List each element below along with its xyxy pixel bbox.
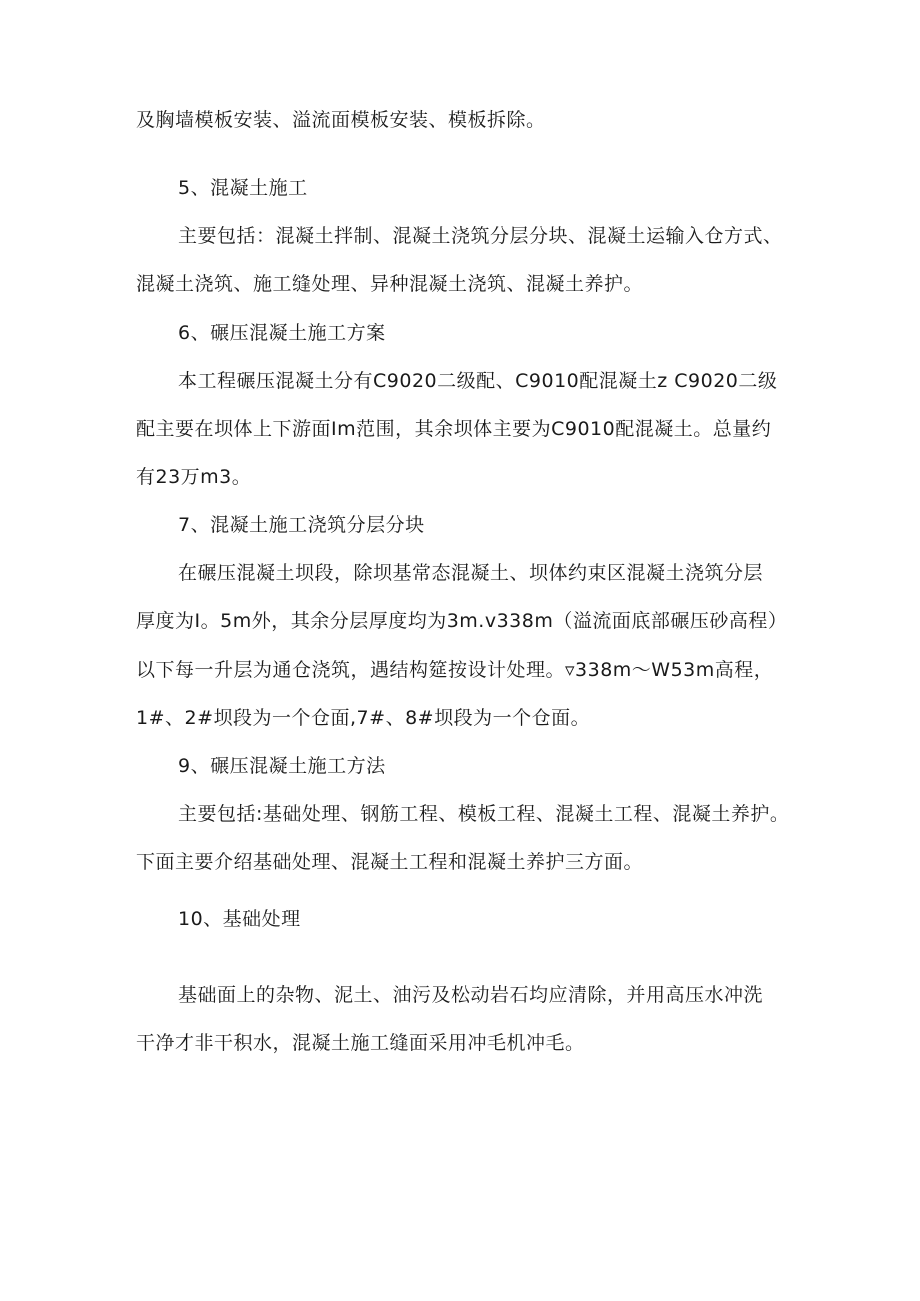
section-heading: 9、碾压混凝土施工方法: [178, 755, 386, 777]
section-heading: 10、基础处理: [178, 908, 301, 930]
paragraph-line: 下面主要介绍基础处理、混凝土工程和混凝土养护三方面。: [136, 851, 644, 873]
paragraph-line: 1#、2#坝段为一个仓面,7#、8#坝段为一个仓面。: [136, 707, 591, 729]
paragraph-line: 本工程碾压混凝土分有C9020二级配、C9010配混凝土z C9020二级: [178, 370, 778, 392]
paragraph-line: 在碾压混凝土坝段，除坝基常态混凝土、坝体约束区混凝土浇筑分层: [178, 562, 764, 584]
section-heading: 7、混凝土施工浇筑分层分块: [178, 514, 425, 536]
section-heading: 5、混凝土施工: [178, 177, 308, 199]
paragraph-line: 主要包括：混凝土拌制、混凝土浇筑分层分块、混凝土运输入仓方式、: [178, 225, 783, 247]
paragraph-line: 有23万m3。: [136, 466, 252, 488]
paragraph-line: 配主要在坝体上下游面Im范围，其余坝体主要为C9010配混凝土。总量约: [136, 418, 772, 440]
paragraph-line: 主要包括:基础处理、钢筋工程、模板工程、混凝土工程、混凝土养护。: [178, 803, 790, 825]
paragraph-line: 混凝土浇筑、施工缝处理、异种混凝土浇筑、混凝土养护。: [136, 273, 644, 295]
paragraph-line: 以下每一升层为通仓浇筑，遇结构筵按设计处理。▿338m～W53m高程，: [136, 659, 774, 681]
section-heading: 6、碾压混凝土施工方案: [178, 322, 386, 344]
paragraph-line: 干净才非干积水，混凝土施工缝面采用冲毛机冲毛。: [136, 1032, 585, 1054]
paragraph-line: 及胸墙模板安装、溢流面模板安装、模板拆除。: [136, 109, 546, 131]
paragraph-line: 基础面上的杂物、泥土、油污及松动岩石均应清除，并用高压水冲洗: [178, 984, 764, 1006]
paragraph-line: 厚度为I。5m外，其余分层厚度均为3m.v338m（溢流面底部碾压砂高程）: [136, 610, 788, 632]
